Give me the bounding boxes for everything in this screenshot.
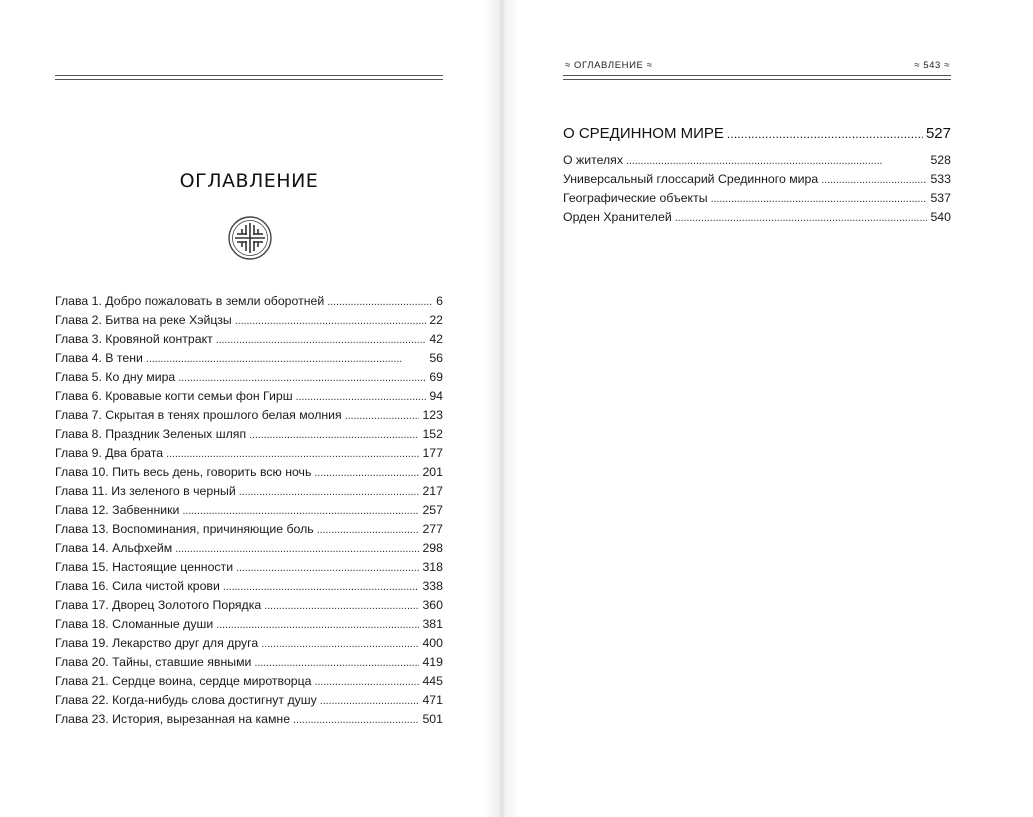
toc-chapter-item xyxy=(55,558,443,577)
dot-leader xyxy=(216,615,419,635)
entry-title: Глава 13. Воспоминания, причиняющие боль xyxy=(55,522,314,536)
toc-chapter-item xyxy=(55,387,443,406)
toc-chapter-item xyxy=(55,672,443,691)
entry-title: Глава 22. Когда-нибудь слова достигнут душу xyxy=(55,693,317,707)
section-entries-list xyxy=(563,151,951,227)
toc-chapter-item xyxy=(55,368,443,387)
toc-entry-item xyxy=(563,170,951,189)
toc-chapter-item xyxy=(55,596,443,615)
entry-page-number: 381 xyxy=(422,617,443,631)
right-page xyxy=(505,0,1033,817)
dot-leader xyxy=(264,596,419,616)
dot-leader xyxy=(178,368,426,388)
dot-leader xyxy=(146,349,426,369)
entry-page-number: 537 xyxy=(930,191,951,205)
entry-title: Глава 10. Пить весь день, говорить всю ночь xyxy=(55,465,312,479)
toc-chapter-item xyxy=(55,539,443,558)
dot-leader xyxy=(239,482,420,502)
entry-page-number: 94 xyxy=(429,389,443,403)
entry-title: Географические объекты xyxy=(563,191,708,205)
dot-leader xyxy=(327,292,433,312)
dot-leader xyxy=(223,577,420,597)
entry-page-number: 419 xyxy=(422,655,443,669)
entry-title: Глава 4. В тени xyxy=(55,351,143,365)
dot-leader xyxy=(293,710,419,730)
entry-title: Глава 15. Настоящие ценности xyxy=(55,560,234,574)
entry-page-number: 338 xyxy=(422,579,443,593)
dot-leader xyxy=(675,208,928,228)
header-double-rule xyxy=(563,75,951,80)
dot-leader xyxy=(626,151,927,171)
entry-page-number: 42 xyxy=(429,332,443,346)
entry-page-number: 540 xyxy=(930,210,951,224)
entry-page-number: 501 xyxy=(422,712,443,726)
toc-chapter-item xyxy=(55,425,443,444)
entry-page-number: 152 xyxy=(422,427,443,441)
section-title: О СРЕДИННОМ МИРЕ xyxy=(563,125,724,142)
chapters-list xyxy=(55,292,443,729)
entry-title: Орден Хранителей xyxy=(563,210,672,224)
entry-page-number: 318 xyxy=(422,560,443,574)
entry-page-number: 6 xyxy=(436,294,443,308)
running-head-title: ≈ ОГЛАВЛЕНИЕ ≈ xyxy=(565,60,653,71)
entry-title: Глава 19. Лекарство друг для друга xyxy=(55,636,259,650)
entry-title: Глава 1. Добро пожаловать в земли оборотней xyxy=(55,294,325,308)
page-title: ОГЛАВЛЕНИЕ xyxy=(179,170,319,192)
entry-page-number: 69 xyxy=(429,370,443,384)
toc-chapter-item xyxy=(55,691,443,710)
entry-page-number: 177 xyxy=(422,446,443,460)
entry-title: О жителях xyxy=(563,153,623,167)
dot-leader xyxy=(166,444,419,464)
entry-title: Глава 2. Битва на реке Хэйцзы xyxy=(55,313,232,327)
entry-title: Глава 5. Ко дну мира xyxy=(55,370,176,384)
dot-leader xyxy=(254,653,419,673)
dot-leader xyxy=(821,170,927,190)
entry-page-number: 528 xyxy=(930,153,951,167)
dot-leader xyxy=(727,125,923,142)
entry-page-number: 56 xyxy=(429,351,443,365)
toc-entry-item xyxy=(563,189,951,208)
toc-chapter-item xyxy=(55,634,443,653)
entry-title: Глава 23. История, вырезанная на камне xyxy=(55,712,291,726)
toc-chapter-item xyxy=(55,463,443,482)
toc-chapter-item xyxy=(55,406,443,425)
entry-title: Глава 12. Забвенники xyxy=(55,503,180,517)
toc-chapter-item xyxy=(55,501,443,520)
toc-chapter-item xyxy=(55,577,443,596)
section-page: 527 xyxy=(925,125,951,142)
toc-chapter-item xyxy=(55,520,443,539)
entry-page-number: 123 xyxy=(422,408,443,422)
toc-chapter-item xyxy=(55,482,443,501)
running-header xyxy=(565,60,950,71)
dot-leader xyxy=(175,539,419,559)
dot-leader xyxy=(216,330,427,350)
dot-leader xyxy=(345,406,420,426)
entry-page-number: 400 xyxy=(422,636,443,650)
dot-leader xyxy=(317,520,420,540)
entry-title: Глава 7. Скрытая в тенях прошлого белая молния xyxy=(55,408,342,422)
entry-page-number: 257 xyxy=(422,503,443,517)
book-gutter xyxy=(484,0,520,817)
entry-page-number: 298 xyxy=(422,541,443,555)
toc-chapter-item xyxy=(55,615,443,634)
dot-leader xyxy=(314,463,419,483)
dot-leader xyxy=(236,558,419,578)
entry-title: Глава 3. Кровяной контракт xyxy=(55,332,213,346)
dot-leader xyxy=(235,311,427,331)
page-number: ≈ 543 ≈ xyxy=(914,60,950,71)
top-double-rule xyxy=(55,75,443,80)
toc-chapter-item xyxy=(55,444,443,463)
dot-leader xyxy=(711,189,928,209)
entry-page-number: 277 xyxy=(422,522,443,536)
entry-title: Глава 9. Два брата xyxy=(55,446,164,460)
entry-title: Глава 17. Дворец Золотого Порядка xyxy=(55,598,262,612)
entry-page-number: 445 xyxy=(422,674,443,688)
entry-title: Универсальный глоссарий Срединного мира xyxy=(563,172,819,186)
entry-title: Глава 14. Альфхейм xyxy=(55,541,173,555)
toc-chapter-item xyxy=(55,311,443,330)
toc-entry-item xyxy=(563,151,951,170)
entry-page-number: 217 xyxy=(422,484,443,498)
dot-leader xyxy=(182,501,419,521)
toc-chapter-item xyxy=(55,653,443,672)
entry-title: Глава 20. Тайны, ставшие явными xyxy=(55,655,252,669)
toc-chapter-item xyxy=(55,330,443,349)
dot-leader xyxy=(315,672,420,692)
dot-leader xyxy=(296,387,427,407)
entry-title: Глава 21. Сердце воина, сердце миротворца xyxy=(55,674,312,688)
entry-title: Глава 8. Праздник Зеленых шляп xyxy=(55,427,247,441)
entry-page-number: 22 xyxy=(429,313,443,327)
dot-leader xyxy=(261,634,419,654)
toc-chapter-item xyxy=(55,349,443,368)
entry-title: Глава 18. Сломанные души xyxy=(55,617,214,631)
entry-page-number: 201 xyxy=(422,465,443,479)
entry-page-number: 533 xyxy=(930,172,951,186)
entry-title: Глава 11. Из зеленого в черный xyxy=(55,484,236,498)
dot-leader xyxy=(320,691,420,711)
entry-title: Глава 6. Кровавые когти семьи фон Гирш xyxy=(55,389,293,403)
entry-page-number: 360 xyxy=(422,598,443,612)
entry-page-number: 471 xyxy=(422,693,443,707)
toc-entry-item xyxy=(563,208,951,227)
entry-title: Глава 16. Сила чистой крови xyxy=(55,579,220,593)
dot-leader xyxy=(249,425,419,445)
toc-chapter-item xyxy=(55,292,443,311)
section-heading xyxy=(563,125,951,142)
toc-chapter-item xyxy=(55,710,443,729)
ornamental-emblem-icon xyxy=(227,215,273,261)
